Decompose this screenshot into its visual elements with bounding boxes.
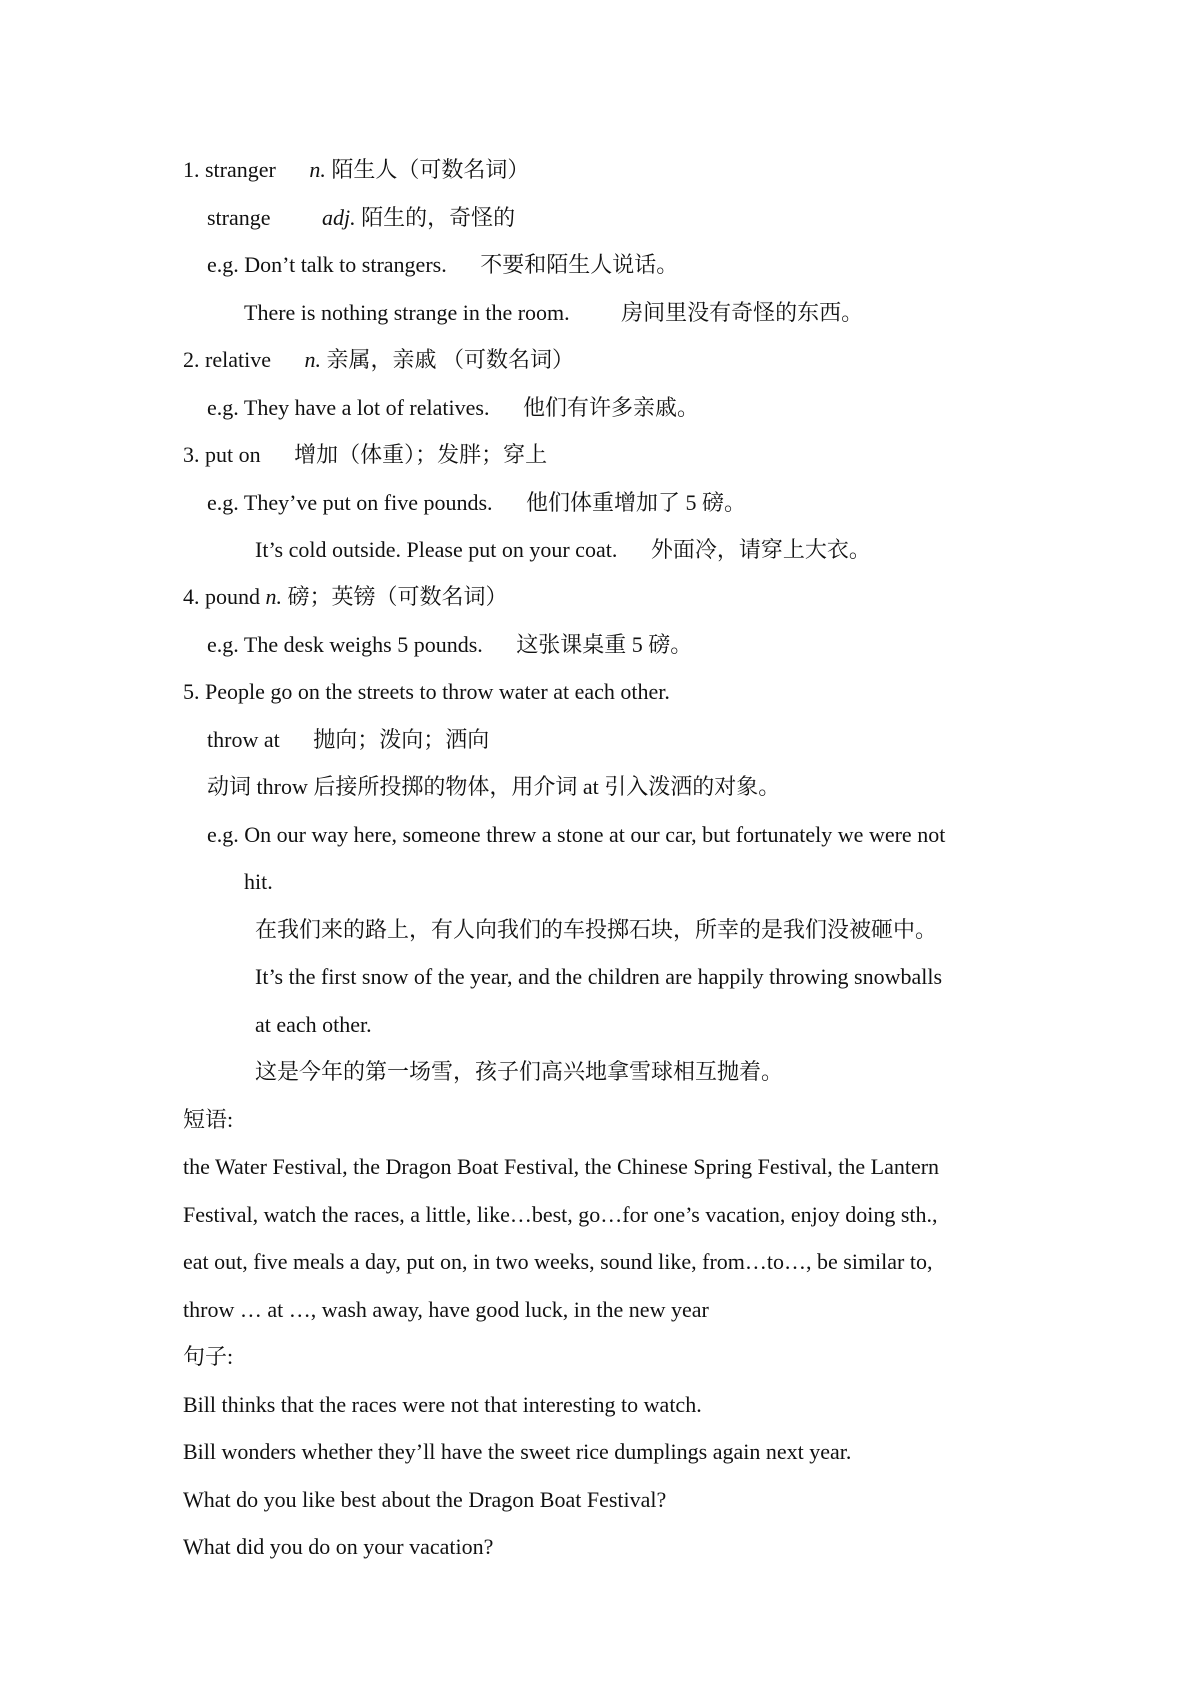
example-english-continued: hit.: [244, 869, 273, 894]
usage-note: 动词 throw 后接所投掷的物体，用介词 at 引入泼洒的对象。: [207, 774, 781, 799]
phrases-line: throw … at …, wash away, have good luck, in the new year: [183, 1297, 709, 1322]
part-of-speech: n.: [265, 584, 282, 609]
item-number: 5.: [183, 679, 200, 704]
example-english-continued: at each other.: [255, 1012, 372, 1037]
vocab-word: strange: [207, 205, 271, 230]
example-prefix: e.g.: [207, 490, 239, 515]
vocab-word: relative: [205, 347, 271, 372]
item-number: 3.: [183, 442, 200, 467]
example-sentence: [207, 820, 945, 850]
example-english: It’s cold outside. Please put on your coat.: [255, 537, 618, 562]
entry-stranger: [183, 155, 529, 185]
example-english: They’ve put on five pounds.: [243, 490, 493, 515]
key-sentence: People go on the streets to throw water at each other.: [205, 679, 670, 704]
vocab-word: throw at: [207, 727, 280, 752]
example-english: There is nothing strange in the room.: [244, 300, 570, 325]
phrases-line: eat out, five meals a day, put on, in two weeks, sound like, from…to…, be similar to,: [183, 1249, 933, 1274]
example-english: The desk weighs 5 pounds.: [243, 632, 483, 657]
example-chinese: 他们体重增加了 5 磅。: [526, 490, 747, 515]
example-sentence: [207, 630, 692, 660]
example-sentence: [255, 535, 871, 565]
meaning: 增加（体重）；发胖；穿上: [294, 442, 548, 467]
example-sentence: [207, 250, 678, 280]
entry-pound: [183, 582, 508, 612]
example-prefix: e.g.: [207, 822, 239, 847]
item-number: 2.: [183, 347, 200, 372]
sentence-line: Bill thinks that the races were not that interesting to watch.: [183, 1392, 702, 1417]
meaning: 磅；英镑（可数名词）: [287, 584, 508, 609]
example-chinese: 外面冷，请穿上大衣。: [650, 537, 871, 562]
phrases-line: Festival, watch the races, a little, like…best, go…for one’s vacation, enjoy doing sth.,: [183, 1202, 938, 1227]
entry-put-on: [183, 440, 547, 470]
entry-throw-sentence: [183, 677, 670, 707]
part-of-speech: n.: [304, 347, 321, 372]
example-english: It’s the first snow of the year, and the children are happily throwing snowballs: [255, 964, 943, 989]
part-of-speech: adj.: [322, 205, 356, 230]
sentence-line: What did you do on your vacation?: [183, 1534, 494, 1559]
example-english: Don’t talk to strangers.: [244, 252, 447, 277]
phrases-line: the Water Festival, the Dragon Boat Festival, the Chinese Spring Festival, the Lantern: [183, 1154, 940, 1179]
example-chinese: 他们有许多亲戚。: [522, 395, 699, 420]
meaning: 抛向；泼向；洒向: [313, 727, 490, 752]
example-sentence: [207, 488, 746, 518]
item-number: 1.: [183, 157, 200, 182]
vocab-word: stranger: [205, 157, 276, 182]
example-prefix: e.g.: [207, 395, 239, 420]
meaning: 陌生人（可数名词）: [331, 157, 530, 182]
example-sentence: [244, 298, 863, 328]
example-chinese: 这张课桌重 5 磅。: [516, 632, 693, 657]
example-prefix: e.g.: [207, 252, 239, 277]
example-english: On our way here, someone threw a stone at our car, but fortunately we were not: [244, 822, 946, 847]
sentence-line: What do you like best about the Dragon Boat Festival?: [183, 1487, 667, 1512]
entry-throw-at: [207, 725, 489, 755]
example-english: They have a lot of relatives.: [243, 395, 490, 420]
example-sentence: [207, 393, 699, 423]
vocab-word: pound: [205, 584, 260, 609]
entry-relative: [183, 345, 574, 375]
example-chinese: 在我们来的路上，有人向我们的车投掷石块，所幸的是我们没被砸中。: [255, 917, 938, 942]
meaning: 亲属，亲戚 （可数名词）: [326, 347, 574, 372]
sentence-line: Bill wonders whether they’ll have the sweet rice dumplings again next year.: [183, 1439, 852, 1464]
entry-strange: [207, 203, 515, 233]
example-chinese: 这是今年的第一场雪，孩子们高兴地拿雪球相互抛着。: [255, 1059, 784, 1084]
meaning: 陌生的，奇怪的: [361, 205, 516, 230]
vocab-word: put on: [205, 442, 261, 467]
example-prefix: e.g.: [207, 632, 239, 657]
phrases-heading: 短语:: [183, 1107, 234, 1132]
part-of-speech: n.: [309, 157, 326, 182]
example-chinese: 房间里没有奇怪的东西。: [621, 300, 864, 325]
item-number: 4.: [183, 584, 200, 609]
example-chinese: 不要和陌生人说话。: [480, 252, 679, 277]
sentences-heading: 句子:: [183, 1344, 234, 1369]
